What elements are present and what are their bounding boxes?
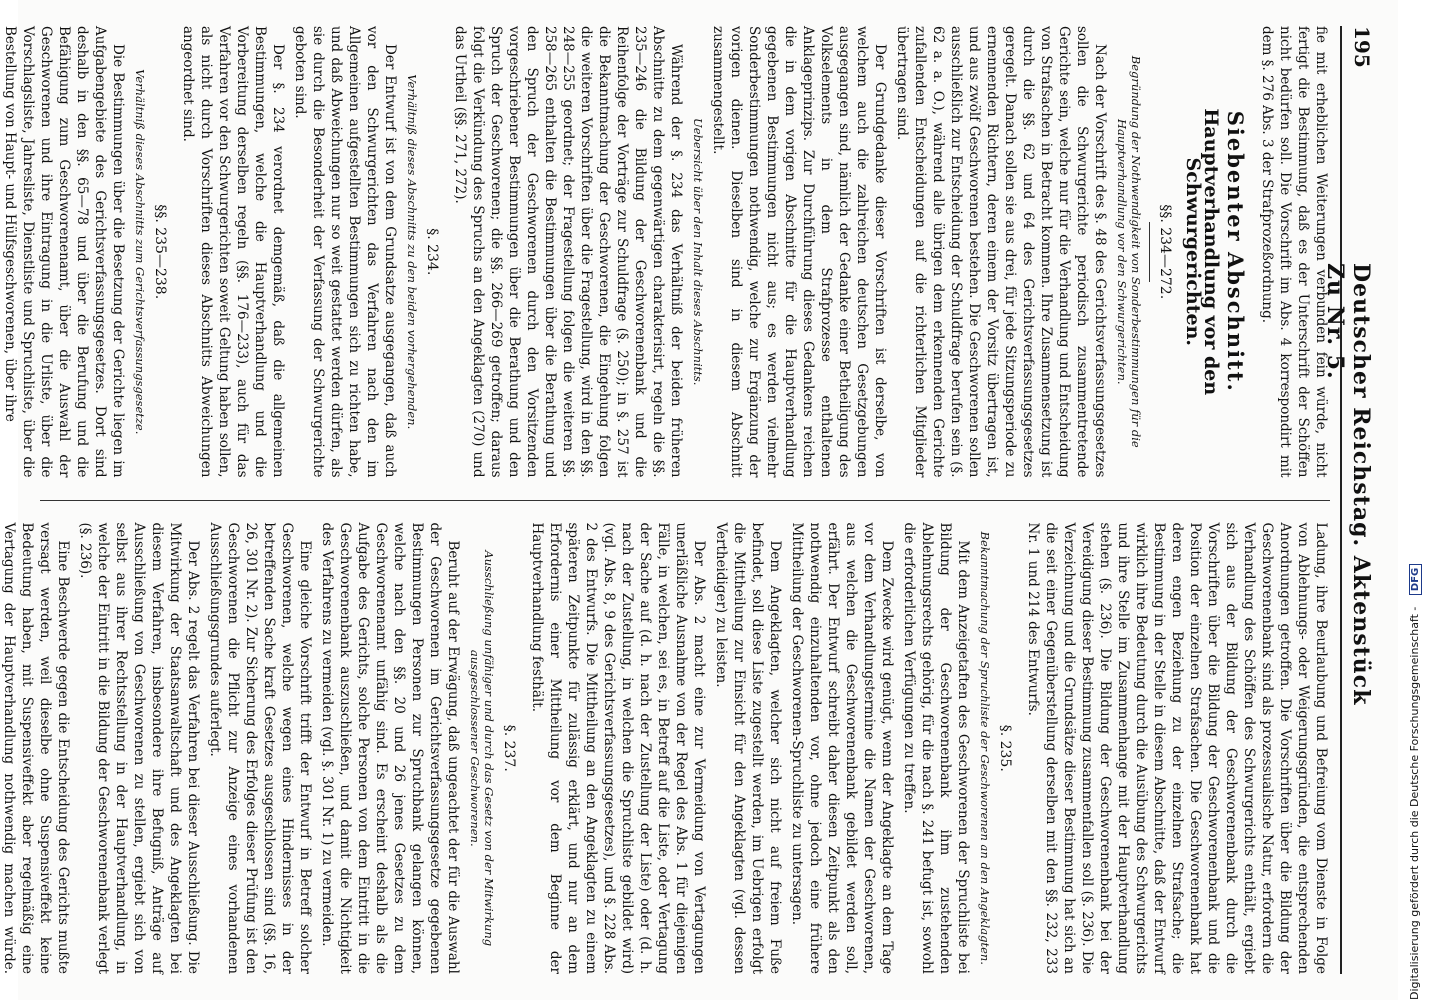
body-paragraph: Während der §. 234 das Verhältniß der beiden früheren Abschnitte zu dem gegenwärtigen charakterisirt, regeln die §§. 235—246 die Bildung der Geschworenenbank und die Reihenfolge der Vorträge zur Schuldfrage (§. 250); in §. 257 ist die Bekanntmachung der Geschworenen, die Eingehung folgen die weiteren Vorschriften über die Fragestellung, wird in den §§. 248—255 geordnet; der Fragestellung folgen die weiteren §§. 258—265 enthalten die Bestimmungen über die Berathung und den Spruch der Geschworenen durch den Vorsitzenden vorgeschriebener Bestimmungen über die Berathung und den Spruch der Geschworenen; die §§. 266—269 getroffen; daraus folgt die Verkündung des Spruchs an den Angeklagten (270) und das Urtheil (§§. 271, 272). <box>452 26 684 478</box>
section-range: §§. 234—272. <box>1157 204 1173 300</box>
paragraph-note: Verhältniß dieses Abschnitts zum Gerichtsverfassungsgesetze. <box>133 69 147 435</box>
credit-text: Digitalisierung gefördert durch die Deutsche Forschungsgemeinschaft - <box>1408 606 1421 1000</box>
body-paragraph: Der Abs. 2 macht eine zur Vermeidung von Vertagungen unerläßliche Ausnahme von der Regel des Abs. 1 für diejenigen Fälle, in welchen, sei es, in Betreff auf die Liste, oder Vertagung der Sache auf (d. h. nach der Zustellung der Liste) oder (d. h. nach der Zustellung, in welchen die Spruchliste gebildet wird) (vgl. Abs. 8, 9 des Gerichtsverfassungsgesetzes), und §. 228 Abs. 2 des Entwurfs. Die Mittheilung an den Angeklagten zu einem späteren Zeitpunkte für zulässig erklärt, und nur an dem Erfordernis einer Mittheilung vor dem Beginne der Hauptverhandlung festhält. <box>529 522 707 974</box>
dfg-logo: DFG <box>1409 564 1422 595</box>
paragraph-heading: §. 234. <box>424 228 440 276</box>
paragraph-heading: §§. 235—238. <box>152 204 168 300</box>
paragraph-note: Ausschließung unfähiger und durch das Gesetz von der Mitwirkung ausgeschlossener Geschworenen. <box>468 550 496 947</box>
scan-footer <box>1404 0 1432 1000</box>
paragraph-heading: §. 237. <box>501 724 517 772</box>
paragraph-heading: §. 235. <box>997 724 1013 772</box>
intro-paragraph: Ladung, ihre Beurlaubung und Befreiung vom Dienste in Folge von Ablehnungs- oder Weigerungsgründen, die entsprechenden Anordnungen getroffen. Die Vorschriften über die Bildung der Geschworenenbank sind als prozessualische Natur, erfordern die Verhandlung des Schöffen des Schwurgerichts enthält, ergiebt sich aus der Bildung der Geschworenenbank durch die Vorschriften über die Bildung der Geschworenenbank und die Position der einzelnen Strafsachen. Die Geschworenenbank hat deren engen Beziehung zu der einzelnen Strafsache; die Bestimmung in der Stelle in diesem Abschnitte, daß der Entwurf wirklich ihre Bedeutung durch die Ausübung des Schwurgerichts und ihre Stelle im Zusammenhange mit der Hauptverhandlung stehen (§. 236). Die Bildung der Geschworenenbank bei der Vereidigung dieser Bestimmung zusammenfallen soll (§. 236). Die Verzeichnung und die Grundsätze dieser Bestimmung hat sich an die seit einer Gegenüberstellung derselben mit den §§. 232, 233 Nr. 1 und 214 des Entwurfs. <box>1025 522 1329 974</box>
text-columns <box>1 26 1330 974</box>
page-title: Deutscher Reichstag. Aktenstück Zu Nr. 5. <box>1322 263 1374 706</box>
body-paragraph: Dem Zwecke wird genügt, wenn der Angeklagte an dem Tage vor dem Verhandlungstermine die Namen der Geschworenen, aus welchen die Geschworenenbank gebildet werden soll, erfährt. Der Entwurf schreibt daher diesen Zeitpunkt als den nothwendig einzuhaltenden vor, ohne jedoch eine frühere Mittheilung der Geschworenen-Spruchliste zu untersagen. <box>789 522 895 974</box>
body-paragraph: Der §. 234 verordnet demgemäß, daß die allgemeinen Bestimmungen, welche die Hauptverhandlung und die Vorbereitung derselben regeln (§§. 176—233), auch für das Verfahren vor den Schwurgerichten soweit Geltung haben sollen, als nicht durch Vorschriften dieses Abschnitts Abweichungen angeordnet sind. <box>180 26 286 478</box>
page-number: 195 <box>1350 26 1374 68</box>
body-paragraph: Eine gleiche Vorschrift trifft der Entwurf in Betreff solcher Geschworenen, welche wegen eines Hindernisses in der betreffenden Sache kraft Gesetzes ausgeschlossen sind (§§. 16, 26, 301 Nr. 2). Zur Sicherung des Erfolges dieser Prüfung ist den Geschworenen die Pflicht zur Anzeige eines vorhandenen Ausschließungsgrundes auferlegt. <box>207 522 313 974</box>
body-paragraph: Der Abs. 2 regelt das Verfahren bei dieser Ausschließung. Die Mitwirkung der Staatsanwaltschaft und des Angeklagten bei diesem Verfahren, insbesondere ihre Befugniß, Anträge auf Ausschließung von Geschworenen zu stellen, ergiebt sich von selbst aus ihrer Rechtsstellung in der Hauptverhandlung, in welche der Eintritt in die Bildung der Geschworenenbank verlegt (§. 236). <box>77 522 201 974</box>
column-divider <box>40 500 1330 501</box>
body-paragraph: Mit dem Anzeigetaften des Geschworenen der Spruchliste bei Bildung der Geschworenenbank ihm zustehenden Ablehnungsrechts gehörig, für die nach §. 241 befugt ist, sowohl die erforderlichen Verfügungen zu treffen. <box>901 522 971 974</box>
digitization-credit <box>1408 0 1422 1000</box>
left-column <box>2 26 1330 478</box>
body-paragraph: Dem Angeklagten, welcher sich nicht auf freiem Fuße befindet, soll diese Liste zugestellt werden, im Uebrigen erfolgt die Mittheilung zur Einsicht für den Angeklagten (vgl. dessen Vertheidiger) zu leisten. <box>713 522 783 974</box>
body-paragraph: Der Entwurf ist von dem Grundsatze ausgegangen, daß auch vor den Schwurgerichten das Verfahren nach den im Allgemeinen aufgestellten Bestimmungen sich zu richten habe, und daß Abweichungen nur so weit gestattet werden dürfen, als sie durch die Besonderheit der Verfassung der Schwurgerichte geboten sind. <box>292 26 398 478</box>
page-header <box>1322 26 1376 974</box>
body-paragraph: Der Grundgedanke dieser Vorschriften ist derselbe, von welchem auch die zahlreichen deutschen Gesetzgebungen ausgegangen sind, nämlich der Gedanke einer Betheiligung des Volkselements in dem Strafprozesse enthaltenen Anklageprinzips. Zur Durchführung dieses Gedankens reichen die in dem vorigen Abschnitte für die Hauptverhandlung gegebenen Bestimmungen nicht aus; es werden vielmehr Sonderbestimmungen nothwendig, welche zur Ergänzung der vorigen dienen. Dieselben sind in diesem Abschnitt zusammengestellt. <box>710 26 888 478</box>
section-subtitle: Hauptverhandlung vor den Schwurgerichten. <box>1182 108 1222 396</box>
right-column <box>1 522 1330 975</box>
paragraph-note: Bekanntmachung der Spruchliste der Geschworenen an den Angeklagten. <box>978 531 992 965</box>
body-paragraph: Eine Beschwerde gegen die Entscheidung des Gerichts mußte versagt werden, weil dieselbe ohne Suspensiveffekt keine Bedeutung haben, mit Suspensiveffekt aber regelmäßig eine Vertagung der Hauptverhandlung nothwendig machen würde. <box>1 522 71 974</box>
body-paragraph: Die Bestimmungen über die Besetzung der Gerichte liegen im Aufgabengebiete des Gerichtsverfassungsgesetzes. Dort sind deshalb in den §§. 65—78 und über die Berufung und die Befähigung zum Geschworenenamt, über die Auswahl der Geschworenen und ihre Eintragung in die Urliste, über die Vorschlagsliste, Jahresliste, Dienstliste und Spruchliste, über die Bestellung von Haupt- und Hülfsgeschworenen, über ihre <box>2 26 126 478</box>
intro-paragraph: fie mit erheblichen Weiterungen verbunden fein würde, nicht fertigt die Bestimmung, daß es der Unterschrift der Schöffen nicht bedürfen soll. Die Vorschrift im Abs. 4 korrespondirt mit dem §. 276 Abs. 3 der Strafprozeßordnung. <box>1259 26 1329 478</box>
body-paragraph: Nach der Vorschrift des §. 48 des Gerichtsverfassungsgesetzes sollen die Schwurgerichte periodisch zusammentretende Gerichte sein, welche nur für die Verhandlung und Entscheidung von Strafsachen in Betracht kommen. Ihre Zusammensetzung ist durch die §§. 62 und 64 des Gerichtsverfassungsgesetzes geregelt. Danach sollen sie aus drei, für jede Sitzungsperiode zu ernennenden Richtern, deren einem der Vorsitz übertragen ist, und aus zwölf Geschworenen bestehen. Die Geschworenen sollen ausschließlich zur Entscheidung der Schuldfrage berufen sein (§. 62 a. a. O.), während alle übrigen dem erkennenden Gerichte zufallenden Entscheidungen auf die richterlichen Mitglieder übertragen sind. <box>894 26 1108 478</box>
body-paragraph: Beruht auf der Erwägung, daß ungeachtet der für die Auswahl der Geschworenen im Gerichtsverfassungsgesetze gegebenen Bestimmungen Personen zur Spruchbank gelangen können, welche nach den §§. 20 und 26 jenes Gesetzes zu dem Geschworenenamt unfähig sind. Es erscheint deshalb als die Aufgabe des Gerichts, solche Personen von dem Eintritt in die Geschworenenbank auszuschließen, und damit die Nichtigkeit des Verfahrens zu vermeiden (vgl. §. 301 Nr. 1) zu vermeiden. <box>319 522 461 974</box>
document-page <box>1 0 1398 1000</box>
section-note: Begründung der Nothwendigkeit von Sonderbestimmungen für die Hauptverhandlung vor den Schwurgerichten. <box>1115 55 1143 448</box>
overview-head: Uebersicht über den Inhalt dieses Abschnitts. <box>691 118 705 386</box>
section-title: Siebenter Abschnitt. <box>1223 110 1248 393</box>
divider-rule <box>1149 222 1150 282</box>
paragraph-note: Verhältniß dieses Abschnitts zu den beiden vorhergehenden. <box>405 74 419 430</box>
